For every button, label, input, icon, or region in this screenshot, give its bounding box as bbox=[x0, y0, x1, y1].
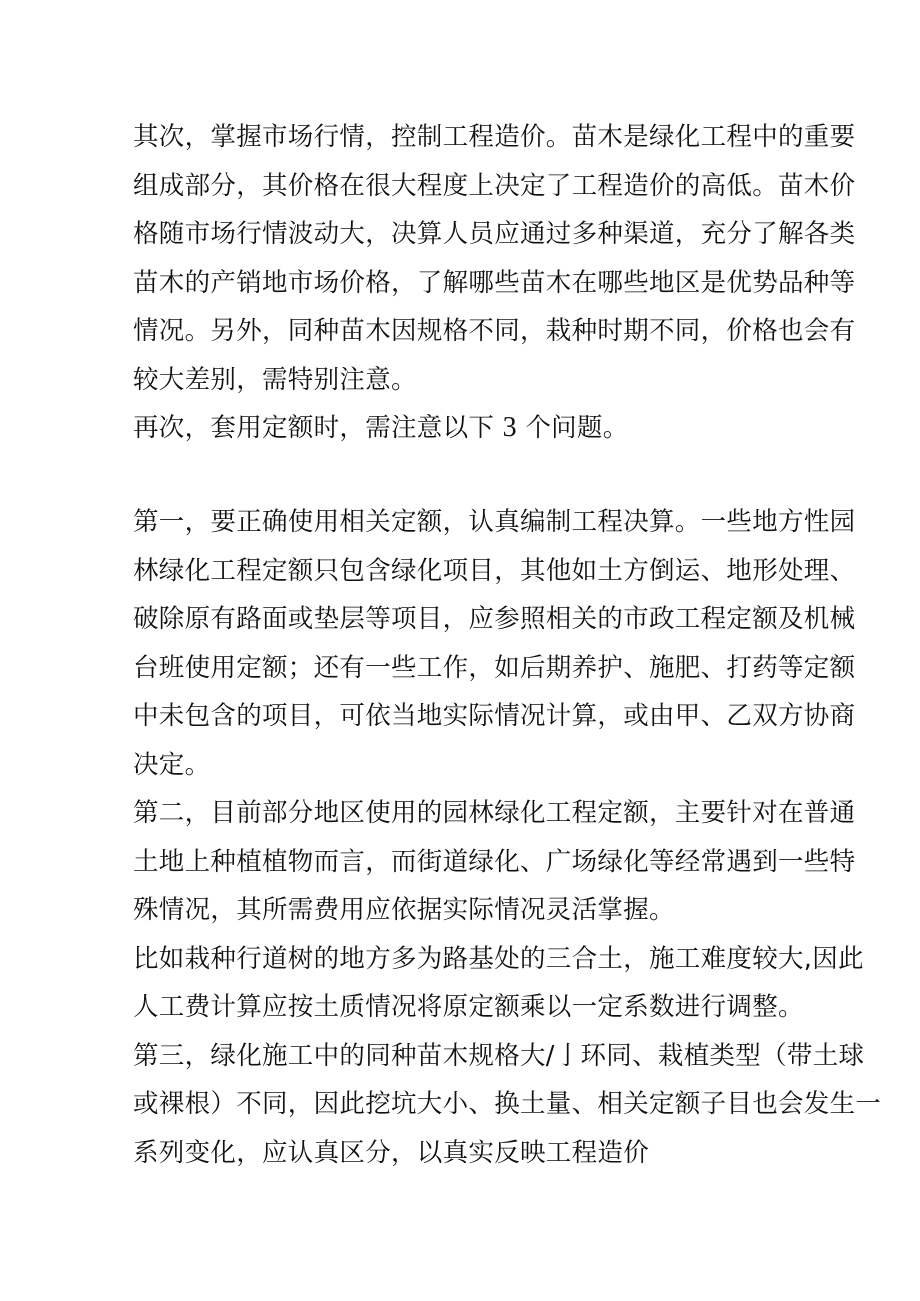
text-line: 中未包含的项目，可依当地实际情况计算，或由甲、乙双方协商 bbox=[133, 701, 856, 731]
text-line: 破除原有路面或垫层等项目，应参照相关的市政工程定额及机械 bbox=[133, 604, 856, 634]
text-line: 第三，绿化施工中的同种苗木规格大/亅环同、栽植类型（带土球 bbox=[133, 1040, 865, 1071]
text-line: 较大差别，需特别注意。 bbox=[133, 364, 417, 395]
text-line: 组成部分，其价格在很大程度上决定了工程造价的高低。苗木价 bbox=[133, 170, 856, 201]
text-line: 土地上种植植物而言，而街道绿化、广场绿化等经常遇到一些特 bbox=[133, 846, 856, 877]
issue-count: 3 bbox=[502, 412, 517, 443]
text-line: 第二，目前部分地区使用的园林绿化工程定额，主要针对在普通 bbox=[133, 798, 856, 828]
text-line: 情况。另外，同种苗木因规格不同，栽种时期不同，价格也会有 bbox=[133, 316, 856, 346]
paragraph-quota-issues bbox=[133, 498, 882, 1177]
text-line: 林绿化工程定额只包含绿化项目，其他如土方倒运、地形处理、 bbox=[133, 555, 856, 586]
paragraph-quota-intro bbox=[133, 404, 793, 453]
paragraph-market-price bbox=[133, 113, 856, 453]
text-line: 殊情况，其所需费用应依据实际情况灵活掌握。 bbox=[133, 895, 675, 925]
text-line: 台班使用定额；还有一些工作，如后期养护、施肥、打药等定额 bbox=[133, 652, 856, 683]
text-line: 或裸根）不同，因此挖坑大小、换土量、相关定额子目也会发生一 bbox=[133, 1089, 882, 1119]
text-line: 系列变化，应认真区分，以真实反映工程造价 bbox=[133, 1137, 650, 1168]
text-line: 其次，掌握市场行情，控制工程造价。苗木是绿化工程中的重要 bbox=[133, 122, 856, 152]
text-line: 人工费计算应按土质情况将原定额乘以一定系数进行调整。 bbox=[133, 992, 804, 1022]
text-line: 苗木的产销地市场价格，了解哪些苗木在哪些地区是优势品种等 bbox=[133, 267, 856, 298]
text-line: 决定。 bbox=[133, 749, 211, 780]
text-line: 比如栽种行道树的地方多为路基处的三合土，施工难度较大,因此 bbox=[133, 943, 864, 974]
text-line: 第一，要正确使用相关定额，认真编制工程决算。一些地方性园 bbox=[133, 507, 856, 537]
intro-text-before: 再次，套用定额时，需注意以下 bbox=[133, 413, 503, 443]
intro-text-after: 个问题。 bbox=[516, 413, 629, 443]
text-line: 格随市场行情波动大，决算人员应通过多种渠道，充分了解各类 bbox=[133, 219, 856, 249]
